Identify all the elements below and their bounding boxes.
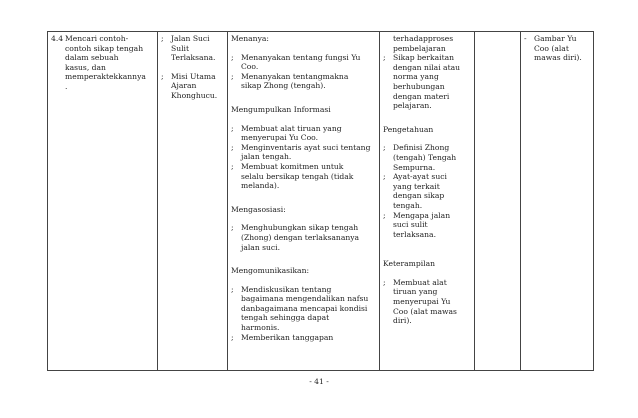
list-item	[231, 162, 376, 191]
list-item	[524, 34, 590, 63]
assessment-line: pembelajaran	[393, 43, 446, 53]
list-line: tiruan yang	[393, 287, 438, 297]
list-marker: ;	[231, 284, 234, 294]
list-marker: ;	[383, 143, 386, 153]
list-item	[231, 333, 376, 343]
list-line: yang terkait	[393, 181, 440, 191]
list-line: Coo (alat mawas	[393, 306, 457, 316]
list-item	[231, 223, 376, 252]
list-line: (Zhong) dengan terlaksananya	[241, 232, 360, 242]
list-item	[231, 285, 376, 333]
list-line: Definisi Zhong	[393, 143, 450, 153]
assessment-cell	[380, 32, 475, 371]
list-marker: ;	[231, 332, 234, 342]
list-line: (tengah) Tengah	[393, 152, 457, 162]
competency-line: dalam sebuah	[65, 53, 119, 63]
list-line: Membuat alat	[393, 277, 447, 287]
list-line: menyerupai Yu	[393, 297, 451, 307]
list-marker: ;	[161, 71, 164, 81]
list-line: Mendiskusikan tentang	[241, 284, 332, 294]
list-line: norma yang	[393, 72, 439, 82]
page-number: - 41 -	[309, 377, 329, 386]
material-line: Misi Utama	[171, 71, 216, 81]
list-item	[383, 278, 471, 326]
list-line: terlaksana.	[393, 229, 436, 239]
list-item	[383, 53, 471, 111]
competency-line: memperaktekkannya	[65, 72, 146, 82]
list-item	[161, 34, 224, 63]
list-marker: ;	[383, 210, 386, 220]
list-line: tengah sehingga dapat	[241, 313, 330, 323]
list-line: Menanyakan tentangmakna	[241, 71, 349, 81]
list-item	[231, 143, 376, 162]
list-line: Gambar Yu	[534, 34, 577, 43]
list-line: Menghubungkan sikap tengah	[241, 223, 359, 233]
list-line: Memberikan tanggapan	[241, 332, 334, 342]
section-heading: Mengumpulkan Informasi	[231, 104, 331, 114]
list-line: mawas diri).	[534, 53, 582, 63]
list-item	[383, 143, 471, 172]
list-item	[231, 124, 376, 143]
list-item	[231, 53, 376, 72]
list-line: sikap Zhong (tengah).	[241, 81, 326, 91]
empty-cell	[475, 32, 521, 371]
list-line: dengan materi	[393, 91, 450, 101]
list-marker: ;	[383, 172, 386, 182]
list-line: selalu bersikap tengah (tidak	[241, 171, 354, 181]
material-line: Khonghucu.	[171, 90, 218, 100]
list-line: berhubungan	[393, 81, 445, 91]
list-line: jalan tengah.	[241, 152, 292, 162]
list-line: dengan nilai atau	[393, 62, 461, 72]
table-row	[48, 32, 594, 371]
list-marker: ;	[383, 53, 386, 63]
section-heading: Pengetahuan	[383, 124, 434, 134]
list-marker: ;	[231, 71, 234, 81]
list-line: melanda).	[241, 181, 280, 191]
resource-cell	[521, 32, 594, 371]
section-heading: Mengomunikasikan:	[231, 266, 310, 276]
list-line: Coo (alat	[534, 43, 569, 53]
list-line: dengan sikap	[393, 191, 445, 201]
list-marker: ;	[231, 161, 234, 171]
list-line: diri).	[393, 316, 412, 326]
competency-line: Mencari contoh-	[65, 34, 129, 43]
material-line: Terlaksana.	[171, 53, 216, 63]
section-heading: Keterampilan	[383, 259, 436, 269]
list-marker: ;	[231, 223, 234, 233]
list-line: Ayat-ayat suci	[393, 172, 447, 182]
competency-line: contoh sikap tengah	[65, 43, 144, 53]
material-line: Jalan Suci	[171, 34, 210, 43]
list-line: jalan suci.	[241, 242, 281, 252]
list-line: Menginventaris ayat suci tentang	[241, 142, 371, 152]
lesson-plan-table	[47, 31, 594, 371]
list-marker: ;	[231, 52, 234, 62]
activities-cell	[228, 32, 380, 371]
list-marker: -	[524, 34, 527, 43]
list-marker: ;	[231, 123, 234, 133]
section-heading: Menanya:	[231, 34, 269, 43]
list-marker: ;	[161, 34, 164, 43]
list-line: harmonis.	[241, 323, 280, 333]
list-line: Membuat komitmen untuk	[241, 161, 344, 171]
assessment-line: terhadapproses	[393, 34, 454, 43]
list-marker: ;	[383, 277, 386, 287]
list-line: Membuat alat tiruan yang	[241, 123, 342, 133]
list-line: Sikap berkaitan	[393, 53, 455, 63]
list-item	[383, 172, 471, 210]
list-item	[231, 72, 376, 91]
list-line: Mengapa jalan	[393, 210, 451, 220]
list-line: menyerupai Yu Coo.	[241, 133, 319, 143]
section-heading: Mengasosiasi:	[231, 204, 286, 214]
material-line: Sulit	[171, 43, 190, 53]
competency-cell	[48, 32, 158, 371]
competency-number: 4.4	[51, 34, 64, 43]
list-line: suci sulit	[393, 220, 428, 230]
list-line: Sempurna.	[393, 162, 436, 172]
list-item	[161, 72, 224, 101]
material-cell	[158, 32, 228, 371]
competency-line: .	[65, 81, 68, 91]
list-line: pelajaran.	[393, 101, 432, 111]
list-marker: ;	[231, 142, 234, 152]
list-line: bagaimana mengendalikan nafsu	[241, 294, 369, 304]
list-line: Coo.	[241, 62, 259, 72]
material-line: Ajaran	[171, 81, 197, 91]
competency-line: kasus, dan	[65, 62, 106, 72]
list-item	[383, 211, 471, 240]
list-line: Menanyakan tentang fungsi Yu	[241, 52, 361, 62]
list-line: tengah.	[393, 200, 423, 210]
list-line: danbagaimana mencapai kondisi	[241, 303, 368, 313]
